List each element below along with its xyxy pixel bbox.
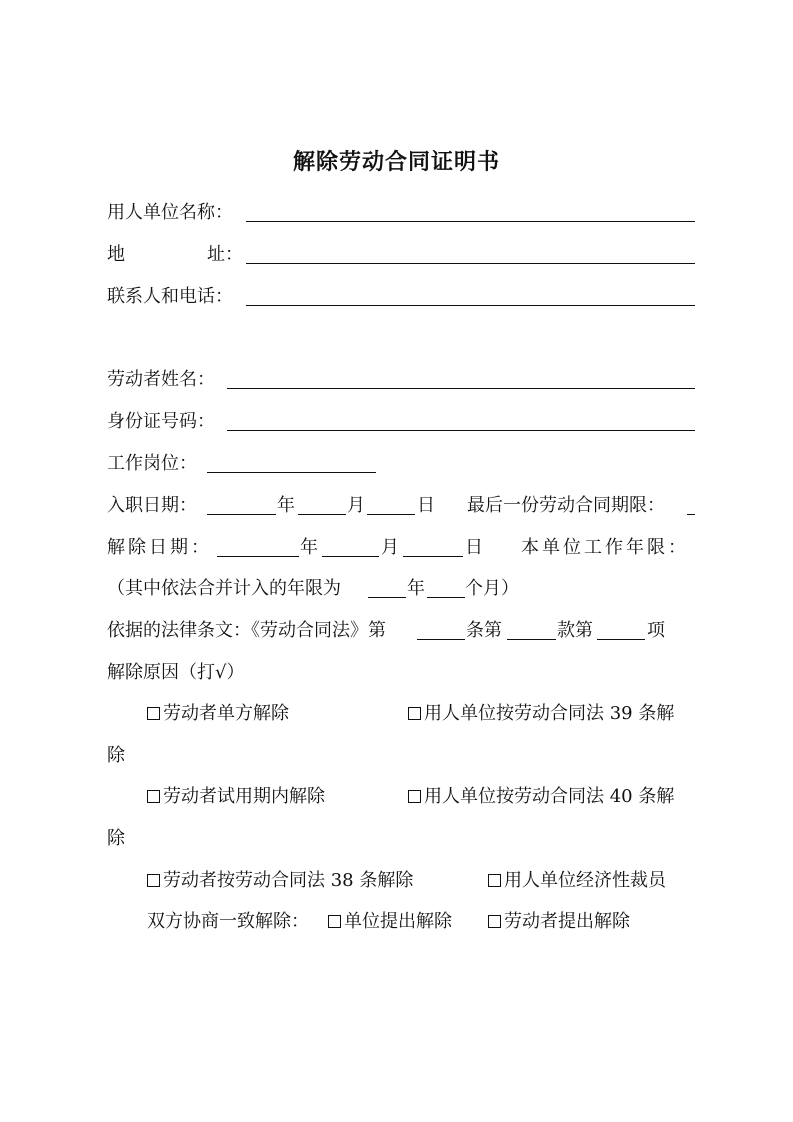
termination-year-unit: 年 xyxy=(300,537,318,558)
employee-name-label: 劳动者姓名： xyxy=(107,369,215,390)
termination-month-unit: 月 xyxy=(381,537,399,558)
checkbox-icon[interactable] xyxy=(488,915,501,928)
service-years-label: 本单位工作年限： xyxy=(521,537,689,558)
reason-option-art39[interactable]: 用人单位按劳动合同法 39 条解 xyxy=(408,700,674,728)
entry-month-unit: 月 xyxy=(347,495,365,516)
contact-row xyxy=(107,283,695,311)
id-number-row xyxy=(107,408,695,436)
last-contract-field[interactable] xyxy=(687,514,695,515)
employer-address-row xyxy=(107,241,695,269)
position-field[interactable] xyxy=(207,472,376,473)
address-label-left: 地 xyxy=(107,244,125,265)
entry-day-unit: 日 xyxy=(417,495,435,516)
merged-months-field[interactable] xyxy=(427,597,465,598)
address-label-right: 址： xyxy=(207,244,243,265)
reason-options-row-3 xyxy=(107,867,695,895)
termination-year-field[interactable] xyxy=(217,556,299,557)
termination-day-field[interactable] xyxy=(403,556,463,557)
merged-note-suffix: 个月） xyxy=(465,578,519,599)
check-mark-icon: √ xyxy=(215,662,227,683)
reason-option-employee-unilateral[interactable]: 劳动者单方解除 xyxy=(147,700,289,728)
reason-option-art40[interactable]: 用人单位按劳动合同法 40 条解 xyxy=(408,783,674,811)
termination-date-label: 解除日期： xyxy=(107,537,212,558)
law-item-field[interactable] xyxy=(597,639,645,640)
document-title: 解除劳动合同证明书 xyxy=(292,149,500,175)
entry-date-row xyxy=(107,492,695,520)
id-number-label: 身份证号码： xyxy=(107,411,215,432)
employer-name-label: 用人单位名称： xyxy=(107,202,233,223)
merged-years-row xyxy=(107,575,695,603)
position-row xyxy=(107,450,695,478)
reason-options-row-1-wrap xyxy=(107,742,695,770)
contact-field[interactable] xyxy=(246,305,695,306)
entry-date-label: 入职日期： xyxy=(107,495,197,516)
reason-options-row-1 xyxy=(107,700,695,728)
mutual-agreement-label: 双方协商一致解除： xyxy=(147,911,309,932)
reason-option-art38[interactable]: 劳动者按劳动合同法 38 条解除 xyxy=(147,867,413,895)
checkbox-icon[interactable] xyxy=(147,707,160,720)
law-basis-prefix: 依据的法律条文：《劳动合同法》第 xyxy=(107,620,386,641)
entry-month-field[interactable] xyxy=(298,514,346,515)
reason-option-economic-layoff[interactable]: 用人单位经济性裁员 xyxy=(488,867,666,895)
reason-options-row-2-wrap xyxy=(107,825,695,853)
law-paragraph-field[interactable] xyxy=(507,639,556,640)
checkbox-icon[interactable] xyxy=(408,790,421,803)
law-basis-row xyxy=(107,617,695,645)
checkbox-icon[interactable] xyxy=(488,874,501,887)
reason-option-probation[interactable]: 劳动者试用期内解除 xyxy=(147,783,325,811)
art40-wrap-text: 除 xyxy=(107,828,125,849)
merged-years-prefix: （其中依法合并计入的年限为 xyxy=(107,578,341,599)
merged-years-field[interactable] xyxy=(368,597,406,598)
employee-name-field[interactable] xyxy=(227,388,695,389)
reason-options-row-2 xyxy=(107,783,695,811)
entry-year-unit: 年 xyxy=(277,495,295,516)
checkbox-icon[interactable] xyxy=(147,790,160,803)
law-article-unit: 条第 xyxy=(466,620,502,641)
checkbox-icon[interactable] xyxy=(408,707,421,720)
merged-years-unit: 年 xyxy=(407,578,425,599)
employee-name-row xyxy=(107,366,695,394)
employer-name-field[interactable] xyxy=(246,221,695,222)
termination-month-field[interactable] xyxy=(322,556,379,557)
contact-label: 联系人和电话： xyxy=(107,286,233,307)
termination-date-row xyxy=(107,534,695,562)
law-paragraph-unit: 款第 xyxy=(557,620,593,641)
reason-label: 解除原因（打√） xyxy=(107,659,244,687)
entry-year-field[interactable] xyxy=(207,514,276,515)
checkbox-icon[interactable] xyxy=(328,915,341,928)
law-item-unit: 项 xyxy=(647,620,665,641)
entry-day-field[interactable] xyxy=(367,514,415,515)
art39-wrap-text: 除 xyxy=(107,745,125,766)
checkbox-icon[interactable] xyxy=(147,874,160,887)
reason-heading-row xyxy=(107,659,695,687)
id-number-field[interactable] xyxy=(227,430,695,431)
last-contract-label: 最后一份劳动合同期限： xyxy=(467,495,665,516)
employer-name-row xyxy=(107,199,695,227)
mutual-agreement-row xyxy=(107,908,695,936)
position-label: 工作岗位： xyxy=(107,453,197,474)
mutual-option-employer[interactable]: 单位提出解除 xyxy=(328,908,452,936)
mutual-option-employee[interactable]: 劳动者提出解除 xyxy=(488,908,630,936)
law-article-field[interactable] xyxy=(417,639,465,640)
termination-day-unit: 日 xyxy=(465,537,483,558)
employer-address-field[interactable] xyxy=(246,263,695,264)
